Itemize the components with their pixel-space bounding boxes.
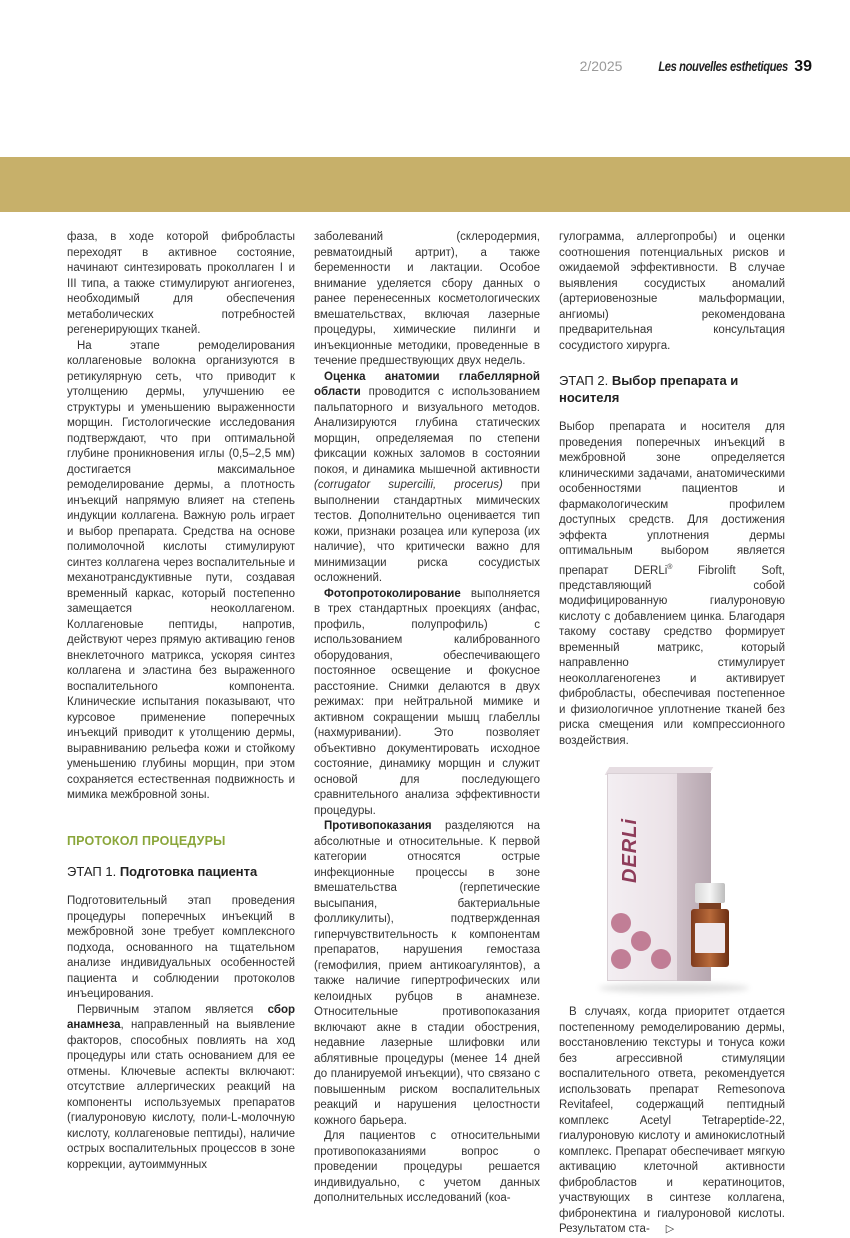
text-run: при выполнении стандартных мимических тестов. Дополнительно оценивается тип кожи, признаки розацеа или купероза (их наличие), что критически важно для минимизации риска сосудистых осложнений. [314, 479, 541, 584]
stage-name: Подготовка пациента [119, 864, 258, 879]
text-run: выполняется в трех стандартных проекциях (анфас, профиль, полупрофиль) с использованием калиброванного оборудования, обеспечивающего постоянное освещение и фокусное расстояние. Снимки делаются в двух режимах: при нейтральной мимике и активном сокращении мышц глабеллы (нахмуривании). Это позволяет объективно документировать исходное состояние, динамику морщин и служит основой для последующего сравнительного анализа эффективности процедуры. [314, 587, 540, 817]
magazine-title: Les nouvelles esthetiques [658, 58, 789, 74]
product-image [559, 763, 785, 1001]
page-header [580, 58, 812, 78]
italic-term: (corrugator supercilii, procerus) [314, 479, 503, 491]
column-3 [559, 230, 785, 1238]
paragraph: Подготовительный этап проведения процедуры поперечных инъекций в межбровной зоне требует комплексного подхода, основанного на тщательном анализе индивидуальных особенностей пациента и соблюдении протоколов инъецирования. [67, 895, 295, 1000]
paragraph: Для пациентов с относительными противопоказаниями вопрос о проведении процедуры решается индивидуально, с учетом данных дополнительных исследований (коа- [314, 1130, 540, 1204]
paragraph [559, 1005, 785, 1238]
paragraph [559, 420, 785, 749]
registered-mark: ® [667, 563, 673, 571]
text-run: Первичным этапом является [77, 1003, 254, 1016]
stage-2-title [559, 372, 785, 406]
text-run: разделяются на абсолютные и относительные. К первой категории относятся острые инфекционные процессы в зоне вмешательства (герпетические высыпания, бактериальные фолликулиты), подтвержденная гиперчувствительность к компонентам препаратов, нарушения гемостаза (гемофилия, прием антикоагулянтов), а также наличие гипертрофических или келоидных рубцов в анамнезе. Относительные противопоказания включают акне в стадии обострения, недавние лазерные шлифовки или аблятивные процедуры (менее 14 дней до планируемой инъекции), что связано с повышенным риском воспалительных реакций и нарушения целостности кожного барьера. [314, 820, 540, 1127]
text-run: Fibrolift Soft, представляющий собой модифицированную гиалуроновую кислоту с добавлением цинка. Благодаря такому составу средство формирует временный матрикс, который направленно стимулирует неоколлагеногенез и активирует фибробласты, обеспечивая постепенное и физиологичное уплотнение тканей без риска смещения или компрессионного воздействия. [559, 564, 785, 747]
continue-arrow-icon: ▷ [665, 1223, 675, 1236]
product-logo: DERLi [619, 818, 641, 884]
column-2 [314, 230, 540, 1207]
product-vial [689, 883, 731, 969]
product-shadow [599, 983, 749, 993]
paragraph: фаза, в ходе которой фибробласты переходят в активное состояние, начинают синтезировать проколлаген I и III типа, а также стимулируют ангиогенез, необходимый для обеспечения метаболических потребностей регенерирующих тканей. [67, 231, 295, 336]
paragraph: заболеваний (склеродермия, ревматоидный артрит), а также беременности и лактации. Особое внимание уделяется сбору данных о ранее перенесенных косметологических вмешательствах, включая лазерные процедуры, химические пилинги и инъекционные методики, проведенные в течение предшествующих двух недель. [314, 231, 540, 367]
text-run: проводится с использованием пальпаторного и визуального методов. Анализируются глубина статических морщин, определяемая по степени фиксации кожных заломов в состоянии покоя, и динамика мышечной активности [314, 386, 540, 476]
text-run: В случаях, когда приоритет отдается постепенному ремоделированию дермы, восстановлению текстуры и тонуса кожи без агрессивной стимуляции воспалительного ответа, рекомендуется использовать препарат Remesonova Revitafeel, содержащий пептидный комплекс Acetyl Tetrapeptide-22, гиалуроновую кислоту и аминокислотный комплекс. Препарат обеспечивает мягкую активацию клеточной активности фибробластов и кератиноцитов, участвующих в синтезе коллагена, фибронектина и гиалуроновой кислоты. Результатом ста- [559, 1006, 785, 1236]
paragraph [314, 587, 540, 820]
paragraph [67, 1003, 295, 1174]
stage-name: Выбор препарата и носителя [559, 373, 739, 405]
text-run: Выбор препарата и носителя для проведения поперечных инъекций в межбровной зоне определяется клиническими задачами, анатомическими особенностями пациентов и фармакологическим профилем доступных средств. Для достижения эффекта уплотнения дермы оптимальным выбором является препарат DERLi [559, 421, 785, 577]
paragraph: На этапе ремоделирования коллагеновые волокна организуются в ретикулярную сеть, что приводит к утолщению дермы, улучшению ее структуры и уменьшению выраженности морщин. Гистологические исследования подтверждают, что при оптимальной глубине проникновения иглы (0,5–2,5 мм) достигается максимальное ремоделирование дермы, а плотность инъекций напрямую влияет на степень индукции коллагена. Важную роль играет и выбор препарата. Средства на основе полимолочной кислоты стимулируют синтез коллагена через воспалительные и механотрансдуктивные пути, создавая временный каркас, который постепенно замещается неоколлагеном. Коллагеновые пептиды, напротив, действуют через прямую активацию генов внеклеточного матрикса, ускоряя синтез коллагена и эластина без выраженного воспалительного компонента. Клинические испытания показывают, что курсовое применение поперечных инъекций приводит к утолщению дермы, выравниванию рельефа кожи и стойкому уменьшению глубины морщин, при этом сохраняется естественная подвижность и мимика межбровной зоны. [67, 339, 295, 801]
paragraph: гулограмма, аллергопробы) и оценки соотношения потенциальных рисков и ожидаемой эффективности. В случае выявления сосудистых аномалий (артериовенозные мальформации, ангиомы) рекомендована предварительная консультация сосудистого хирурга. [559, 231, 785, 352]
issue-number: 2/2025 [579, 58, 623, 74]
section-title: ПРОТОКОЛ ПРОЦЕДУРЫ [67, 833, 226, 848]
stage-number: ЭТАП 2. [559, 373, 609, 388]
vial-label [695, 923, 725, 953]
paragraph [314, 819, 540, 1129]
bold-term: сбор анамнеза [67, 1003, 296, 1031]
vial-cap [695, 883, 725, 903]
column-1 [67, 230, 295, 1173]
text-run: , направленный на выявление факторов, способных повлиять на ход процедуры или стать основанием для ее отмены. Ключевые аспекты включают: отсутствие аллергических реакций на компоненты используемых препаратов (гиалуроновую кислоту, поли-L-молочную кислоту, коллагеновые пептиды), наличие острых воспалительных процессов в зоне коррекции, аутоиммунных [67, 1019, 295, 1171]
stage-number: ЭТАП 1. [67, 864, 117, 879]
page-number: 39 [794, 58, 812, 75]
bold-term: Фотопротоколирование [324, 587, 461, 600]
bold-term: Оценка анатомии глабеллярной области [314, 370, 540, 398]
bold-term: Противопоказания [324, 820, 432, 832]
stage-1-title [67, 863, 295, 880]
header-color-band [0, 157, 850, 212]
paragraph [314, 370, 540, 587]
